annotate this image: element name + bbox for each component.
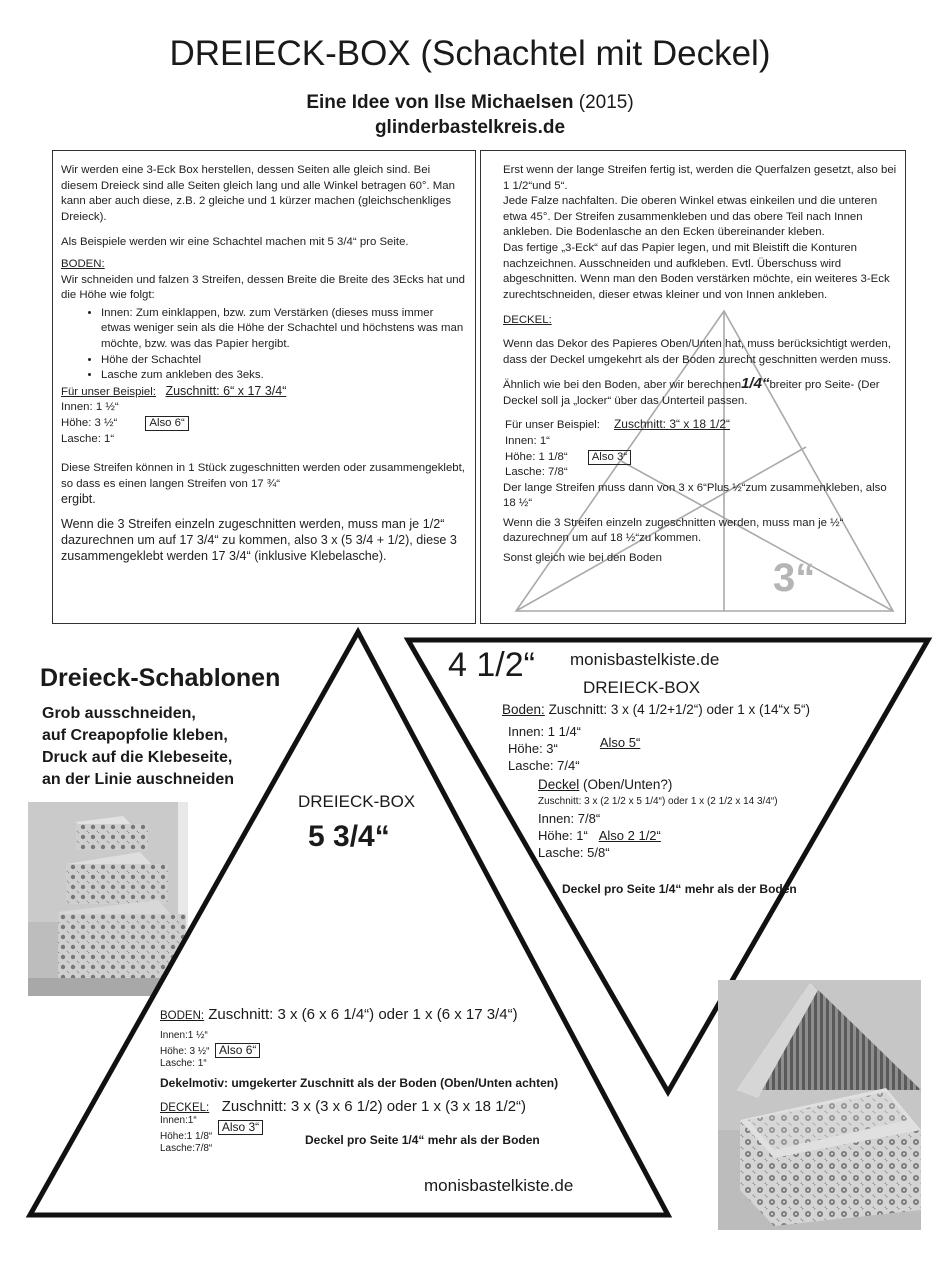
boden-label: BODEN: xyxy=(160,1010,205,1022)
inverted-lid-extra-note: Deckel pro Seite 1/4“ mehr als der Boden xyxy=(562,882,797,896)
boden-text: Wir schneiden und falzen 3 Streifen, dessen Breite die Breite des 3Ecks hat und die Höhe wie folgt: xyxy=(61,273,465,302)
similar-text-end: breiter pro Seite- (Der Deckel soll ja „locker“ über das Unterteil passen. xyxy=(503,379,880,407)
also-box: Also 6“ xyxy=(145,416,188,431)
big-boden-values xyxy=(160,1030,260,1071)
lasche-value: Lasche: 7/4“ xyxy=(508,758,580,773)
boden-cut: Zuschnitt: 3 x (4 1/2+1/2“) oder 1 x (14“x 5“) xyxy=(548,702,811,717)
inverted-triangle-site: monisbastelkiste.de xyxy=(570,650,720,669)
innen-value: Innen:1 ½“ xyxy=(160,1030,208,1041)
lasche-value: Lasche: 5/8“ xyxy=(538,845,610,860)
innen-value: Innen: 7/8“ xyxy=(538,811,601,826)
bullet-item: • Lasche zum ankleben des 3eks. xyxy=(101,368,465,384)
also-box: Also 3“ xyxy=(588,450,631,465)
right-text-1: Erst wenn der lange Streifen fertig ist, werden die Querfalzen gesetzt, also bei 1 1/2“und 5“. xyxy=(503,164,897,192)
tent-box-photo xyxy=(718,980,921,1230)
lid-motif-note: Dekelmotiv: umgekerter Zuschnitt als der Boden (Oben/Unten achten) xyxy=(160,1076,559,1090)
lasche-value: Lasche: 7/8“ xyxy=(505,466,568,479)
tent-box-image xyxy=(718,980,921,1230)
also-box: Also 6“ xyxy=(215,1043,260,1058)
hoehe-value: Höhe: 1“ xyxy=(538,828,588,843)
deckel-text: Wenn das Dekor des Papieres Oben/Unten hat, muss berücksichtigt werden, dass der Deckel umgekehrt als der Boden zurecht geschnitten werden muss. xyxy=(503,337,892,366)
innen-value: Innen: 1 1/4“ xyxy=(508,724,581,739)
hoehe-value: Höhe: 3“ xyxy=(508,741,558,756)
similar-text: Ähnlich wie bei den Boden, aber wir berechnen xyxy=(503,379,742,392)
page-title: DREIECK-BOX (Schachtel mit Deckel) xyxy=(169,34,771,73)
inverted-triangle-size: 4 1/2“ xyxy=(448,646,535,684)
strip-text: Diese Streifen können in 1 Stück zugeschnitten werden oder zusammengeklebt, so dass es einen langen Streifen von 17 ¾“ xyxy=(61,462,465,490)
lasche-value: Lasche: 1“ xyxy=(61,432,115,445)
boden-heading: BODEN: xyxy=(61,257,105,270)
big-triangle-site: monisbastelkiste.de xyxy=(424,1176,574,1195)
author-idea: Eine Idee von Ilse Michaelsen xyxy=(306,92,574,113)
separate-strips-text: Wenn die 3 Streifen einzeln zugeschnitten werden, muss man je ½“ dazurechnen um auf 18 ½“zu kommen. xyxy=(503,516,844,545)
long-strip-text: Der lange Streifen muss dann von 3 x 6“Plus ½“zum zusammenkleben, also 18 ½“ xyxy=(503,481,887,510)
author-year: (2015) xyxy=(578,92,634,113)
also-box: Also 5“ xyxy=(599,735,641,750)
right-instructions-box xyxy=(480,150,906,624)
big-triangle-size: 5 3/4“ xyxy=(308,820,390,853)
inverted-deckel-values xyxy=(538,810,661,861)
right-text-3: Das fertige „3-Eck“ auf das Papier legen, und mit Bleistift die Konturen nachzeichnen. Ausschneiden und aufkleben. Evtl. Überschuss wird abgeschnitten. Wenn man den Boden verstärken möchte, ein weiteres 3-Eck zurechtschneiden, dieser etwas kleiner und von Innen ankleben. xyxy=(503,241,890,301)
hoehe-value: Höhe: 3 ½“ xyxy=(61,416,118,429)
boden-label: Boden: xyxy=(502,702,545,717)
instruction-line: Grob ausschneiden, xyxy=(42,705,196,722)
deckel-label: DECKEL: xyxy=(160,1102,210,1114)
otherwise-text: Sonst gleich wie bei den Boden xyxy=(503,552,662,565)
innen-value: Innen:1“ xyxy=(160,1115,197,1126)
big-deckel-line xyxy=(160,1098,526,1115)
separate-strips-text: Wenn die 3 Streifen einzeln zugeschnitten werden, muss man je 1/2“ dazurechnen um auf 17 3/4“ zu kommen, also 3 x (5 3/4 + 1/2), diese 3 zusammengeklebt werden 17 3/4“ (inklusive Klebelasche). xyxy=(61,516,457,563)
inverted-deckel-cut: Zuschnitt: 3 x (2 1/2 x 5 1/4“) oder 1 x (2 1/2 x 14 3/4“) xyxy=(538,796,778,807)
innen-value: Innen: 1“ xyxy=(505,434,550,447)
also-box: Also 3“ xyxy=(218,1120,263,1135)
instruction-line: an der Linie auschneiden xyxy=(42,771,235,788)
instruction-line: auf Creapopfolie kleben, xyxy=(42,727,228,744)
deckel-note: (Oben/Unten?) xyxy=(583,777,673,792)
deckel-label: Deckel xyxy=(538,777,580,792)
lasche-value: Lasche:7/8“ xyxy=(160,1143,213,1154)
example-text: Als Beispiele werden wir eine Schachtel machen mit 5 3/4“ pro Seite. xyxy=(61,236,409,249)
big-deckel-values xyxy=(160,1115,263,1156)
cut-size: Zuschnitt: 6“ x 17 3/4“ xyxy=(165,383,287,398)
also-box: Also 2 1/2“ xyxy=(598,828,661,843)
inverted-triangle-title: DREIECK-BOX xyxy=(583,678,701,697)
hoehe-value: Höhe: 1 1/8“ xyxy=(505,450,568,463)
big-triangle-title: DREIECK-BOX xyxy=(298,792,416,811)
deckel-cut: Zuschnitt: 3 x (3 x 6 1/2) oder 1 x (3 x 18 1/2“) xyxy=(221,1098,527,1115)
inverted-deckel-line xyxy=(538,777,672,792)
left-instructions-box xyxy=(52,150,476,624)
similar-emphasis: 1/4“ xyxy=(741,375,770,393)
author-line xyxy=(0,92,940,114)
boden-cut: Zuschnitt: 3 x (6 x 6 1/4“) oder 1 x (6 x 17 3/4“) xyxy=(208,1006,518,1023)
example-label: Für unser Beispiel: xyxy=(505,419,600,432)
inverted-boden-line xyxy=(502,702,810,717)
watermark-label: 3“ xyxy=(773,556,816,600)
innen-value: Innen: 1 ½“ xyxy=(61,401,119,414)
example-label: Für unser Beispiel: xyxy=(61,385,156,398)
hoehe-value: Höhe: 3 ½“ xyxy=(160,1045,210,1057)
inverted-boden-values xyxy=(508,723,641,774)
author-site: glinderbastelkreis.de xyxy=(374,117,566,138)
deckel-heading: DECKEL: xyxy=(503,314,552,327)
hoehe-value: Höhe:1 1/8“ xyxy=(160,1130,213,1142)
templates-heading: Dreieck-Schablonen xyxy=(40,664,281,692)
strip-result: ergibt. xyxy=(61,492,96,507)
cut-size: Zuschnitt: 3“ x 18 1/2“ xyxy=(613,417,731,432)
bullet-item: • Höhe der Schachtel xyxy=(101,353,465,369)
boden-bullet-list xyxy=(61,306,465,384)
bullet-item: • Innen: Zum einklappen, bzw. zum Verstärken (dieses muss immer etwas weniger sein als die Höhe der Schachtel und höchstens was man möchte, bzw. was das Papier hergibt. xyxy=(101,306,465,353)
intro-text: Wir werden eine 3-Eck Box herstellen, dessen Seiten alle gleich sind. Bei diesem Dreieck sind alle Seiten gleich lang und alle Winkel betragen 60°. Man kann aber auch diese, z.B. 2 gleiche und 1 kürzer machen (gleichschenkliges Dreieck). xyxy=(61,164,455,223)
lid-extra-note: Deckel pro Seite 1/4“ mehr als der Boden xyxy=(305,1133,540,1147)
instruction-line: Druck auf die Klebeseite, xyxy=(42,749,233,766)
lasche-value: Lasche: 1“ xyxy=(160,1058,207,1069)
right-text-2: Jede Falze nachfalten. Die oberen Winkel etwas einkeilen und die unteren etwa 45°. Der Streifen zusammenkleben und das obere Teil nach Innen ankleben. Die Bodenlasche an den Ecken übereinander kleben. xyxy=(503,195,878,239)
